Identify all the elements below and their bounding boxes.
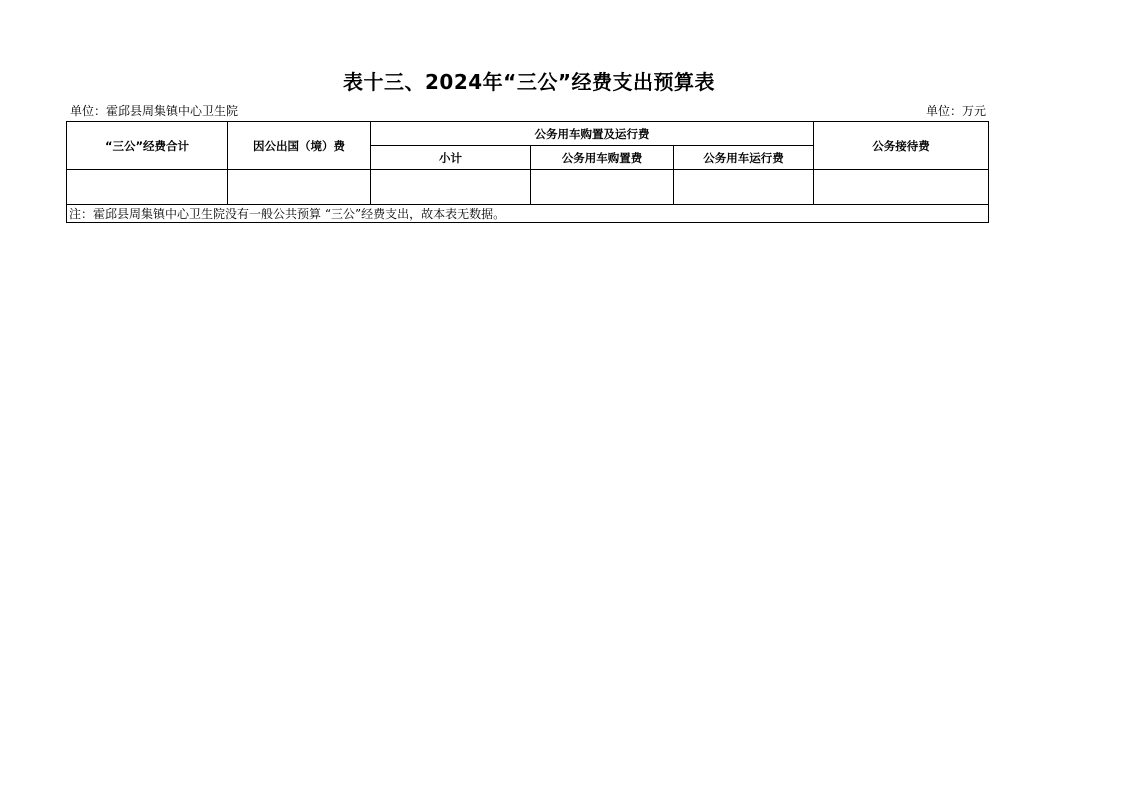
header-abroad: 因公出国（境）费 xyxy=(228,122,371,170)
header-vehicle-purchase: 公务用车购置费 xyxy=(531,146,674,170)
table-note: 注：霍邱县周集镇中心卫生院没有一般公共预算 “三公”经费支出，故本表无数据。 xyxy=(67,205,989,223)
header-reception: 公务接待费 xyxy=(814,122,989,170)
cell-subtotal xyxy=(371,170,531,205)
header-vehicle-operation: 公务用车运行费 xyxy=(674,146,814,170)
unit-label-org: 单位：霍邱县周集镇中心卫生院 xyxy=(70,104,239,118)
table-note-row xyxy=(67,205,989,223)
header-total: “三公”经费合计 xyxy=(67,122,228,170)
cell-vehicle-operation xyxy=(674,170,814,205)
header-subtotal: 小计 xyxy=(371,146,531,170)
cell-reception xyxy=(814,170,989,205)
cell-total xyxy=(67,170,228,205)
table-row xyxy=(67,170,989,205)
cell-abroad xyxy=(228,170,371,205)
table-header-row xyxy=(67,122,989,146)
header-vehicle-group: 公务用车购置及运行费 xyxy=(371,122,814,146)
budget-table xyxy=(66,121,989,223)
cell-vehicle-purchase xyxy=(531,170,674,205)
page-title: 表十三、2024年“三公”经费支出预算表 xyxy=(343,70,715,94)
unit-label-currency: 单位：万元 xyxy=(925,104,986,118)
